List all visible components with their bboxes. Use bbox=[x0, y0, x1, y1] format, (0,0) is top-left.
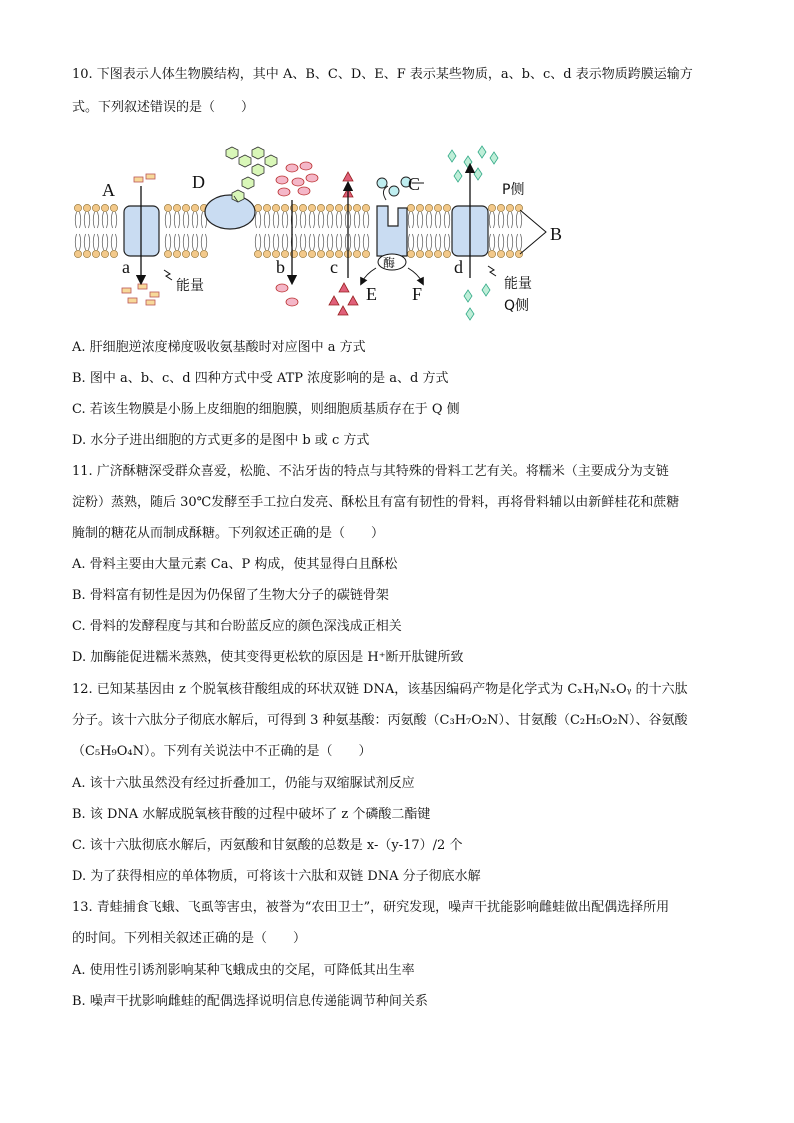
phospholipid-tail bbox=[282, 234, 288, 250]
phospholipid-tail bbox=[336, 212, 342, 228]
phospholipid-head bbox=[101, 250, 108, 257]
phospholipid-tail bbox=[336, 234, 342, 250]
phospholipid-tail bbox=[192, 212, 198, 228]
phospholipid-head bbox=[263, 204, 270, 211]
phospholipid-tail bbox=[363, 234, 369, 250]
phospholipid-head bbox=[434, 204, 441, 211]
label-b: b bbox=[276, 257, 285, 277]
q11-stem-line-3: 腌制的糖花从而制成酥糖。下列叙述正确的是（ ） bbox=[72, 526, 385, 541]
energy-label-a: 能量 bbox=[176, 278, 204, 294]
enzyme-protein bbox=[377, 206, 407, 256]
q10-stem-line-2: 式。下列叙述错误的是（ ） bbox=[72, 100, 255, 115]
q13-stem-line-2: 的时间。下列相关叙述正确的是（ ） bbox=[72, 931, 307, 946]
phospholipid-head bbox=[110, 204, 117, 211]
phospholipid-tail bbox=[309, 212, 315, 228]
energy-label-d: 能量 bbox=[504, 276, 532, 292]
phospholipid-tail bbox=[273, 234, 279, 250]
phospholipid-tail bbox=[111, 212, 117, 228]
q-side-label: Q侧 bbox=[504, 298, 530, 314]
label-d: d bbox=[454, 257, 463, 277]
phospholipid-head bbox=[74, 204, 81, 211]
q12-stem-line-1: 12. 已知某基因由 z 个脱氧核苷酸组成的环状双链 DNA，该基因编码产物是化学式为 CₓHᵧNₓOᵧ 的十六肽 bbox=[72, 682, 688, 697]
phospholipid-head bbox=[92, 204, 99, 211]
q11-stem-line-2: 淀粉）蒸熟，随后 30℃发酵至手工拉白发亮、酥松且有富有韧性的骨料，再将骨料辅以由新鲜桂花和蔗糖 bbox=[72, 495, 680, 510]
phospholipid-tail bbox=[300, 212, 306, 228]
phospholipid-tail bbox=[318, 212, 324, 228]
molecule-C bbox=[377, 177, 411, 196]
phospholipid-tail bbox=[507, 234, 513, 250]
phospholipid-head bbox=[362, 204, 369, 211]
phospholipid-tail bbox=[408, 212, 414, 228]
phospholipid-head bbox=[164, 204, 171, 211]
phospholipid-tail bbox=[201, 234, 207, 250]
phospholipid-head bbox=[173, 204, 180, 211]
label-C: C bbox=[408, 174, 421, 194]
phospholipid-tail bbox=[354, 212, 360, 228]
phospholipid-tail bbox=[363, 212, 369, 228]
phospholipid-head bbox=[92, 250, 99, 257]
label-c: c bbox=[330, 257, 338, 277]
phospholipid-tail bbox=[435, 234, 441, 250]
label-B: B bbox=[550, 224, 563, 244]
phospholipid-tail bbox=[498, 234, 504, 250]
phospholipid-head bbox=[353, 250, 360, 257]
q10-option-d: D. 水分子进出细胞的方式更多的是图中 b 或 c 方式 bbox=[72, 433, 370, 448]
label-a: a bbox=[122, 257, 130, 277]
phospholipid-head bbox=[506, 250, 513, 257]
phospholipid-tail bbox=[327, 234, 333, 250]
p-side-label: P侧 bbox=[502, 182, 525, 198]
phospholipid-head bbox=[110, 250, 117, 257]
phospholipid-head bbox=[497, 204, 504, 211]
phospholipid-head bbox=[497, 250, 504, 257]
phospholipid-head bbox=[182, 204, 189, 211]
phospholipid-head bbox=[506, 204, 513, 211]
phospholipid-head bbox=[254, 250, 261, 257]
phospholipid-head bbox=[353, 204, 360, 211]
q12-option-d: D. 为了获得相应的单体物质，可将该十六肽和双链 DNA 分子彻底水解 bbox=[72, 869, 481, 884]
phospholipid-tail bbox=[93, 212, 99, 228]
phospholipid-head bbox=[281, 204, 288, 211]
phospholipid-tail bbox=[174, 234, 180, 250]
phospholipid-tail bbox=[255, 234, 261, 250]
phospholipid-head bbox=[173, 250, 180, 257]
phospholipid-head bbox=[317, 204, 324, 211]
phospholipid-tail bbox=[489, 234, 495, 250]
phospholipid-tail bbox=[192, 234, 198, 250]
phospholipid-tail bbox=[417, 212, 423, 228]
phospholipid-tail bbox=[111, 234, 117, 250]
phospholipid-tail bbox=[84, 234, 90, 250]
phospholipid-tail bbox=[444, 212, 450, 228]
phospholipid-tail bbox=[300, 234, 306, 250]
phospholipid-tail bbox=[183, 234, 189, 250]
q10-option-b: B. 图中 a、b、c、d 四种方式中受 ATP 浓度影响的是 a、d 方式 bbox=[72, 371, 449, 386]
q12-stem-line-3: （C₅H₉O₄N）。下列有关说法中不正确的是（ ） bbox=[72, 744, 372, 759]
phospholipid-head bbox=[308, 204, 315, 211]
phospholipid-head bbox=[488, 250, 495, 257]
phospholipid-tail bbox=[165, 234, 171, 250]
phospholipid-tail bbox=[444, 234, 450, 250]
phospholipid-head bbox=[443, 204, 450, 211]
phospholipid-head bbox=[416, 250, 423, 257]
q10-option-a: A. 肝细胞逆浓度梯度吸收氨基酸时对应图中 a 方式 bbox=[72, 340, 366, 355]
phospholipid-tail bbox=[75, 234, 81, 250]
q11-option-c: C. 骨料的发酵程度与其和台盼蓝反应的颜色深浅成正相关 bbox=[72, 619, 402, 634]
phospholipid-tail bbox=[498, 212, 504, 228]
q10-option-c: C. 若该生物膜是小肠上皮细胞的细胞膜，则细胞质基质存在于 Q 侧 bbox=[72, 402, 460, 417]
phospholipid-head bbox=[74, 250, 81, 257]
phospholipid-tail bbox=[489, 212, 495, 228]
phospholipid-tail bbox=[408, 234, 414, 250]
phospholipid-head bbox=[515, 250, 522, 257]
phospholipid-tail bbox=[354, 234, 360, 250]
phospholipid-head bbox=[182, 250, 189, 257]
phospholipid-tail bbox=[327, 212, 333, 228]
phospholipid-tail bbox=[75, 212, 81, 228]
phospholipid-head bbox=[299, 204, 306, 211]
phospholipid-tail bbox=[165, 212, 171, 228]
phospholipid-tail bbox=[516, 212, 522, 228]
phospholipid-head bbox=[164, 250, 171, 257]
phospholipid-head bbox=[299, 250, 306, 257]
q11-option-b: B. 骨料富有韧性是因为仍保留了生物大分子的碳链骨架 bbox=[72, 588, 389, 603]
q11-option-d: D. 加酶能促进糯米蒸熟，使其变得更松软的原因是 H⁺断开肽键所致 bbox=[72, 650, 464, 665]
q12-stem-line-2: 分子。该十六肽分子彻底水解后，可得到 3 种氨基酸：丙氨酸（C₃H₇O₂N）、甘氨酸（C₂H₅O₂N）、谷氨酸 bbox=[72, 713, 688, 728]
q13-stem-line-1: 13. 青蛙捕食飞蛾、飞虱等害虫，被誉为“农田卫士”，研究发现，噪声干扰能影响雌蛙做出配偶选择所用 bbox=[72, 900, 670, 915]
phospholipid-tail bbox=[273, 212, 279, 228]
phospholipid-head bbox=[263, 250, 270, 257]
q11-option-a: A. 骨料主要由大量元素 Ca、P 构成，使其显得白且酥松 bbox=[72, 557, 398, 572]
enzyme-label: 酶 bbox=[383, 256, 396, 270]
phospholipid-tail bbox=[84, 212, 90, 228]
phospholipid-head bbox=[200, 250, 207, 257]
phospholipid-head bbox=[83, 204, 90, 211]
molecules-c bbox=[329, 172, 358, 315]
label-E: E bbox=[366, 284, 377, 304]
q11-stem-line-1: 11. 广济酥糖深受群众喜爱，松脆、不沾牙齿的特点与其特殊的骨料工艺有关。将糯米（主要成分为支链 bbox=[72, 464, 669, 479]
phospholipid-tail bbox=[102, 234, 108, 250]
phospholipid-head bbox=[443, 250, 450, 257]
phospholipid-head bbox=[317, 250, 324, 257]
phospholipid-tail bbox=[174, 212, 180, 228]
phospholipid-head bbox=[416, 204, 423, 211]
label-A: A bbox=[102, 180, 115, 200]
phospholipid-tail bbox=[282, 212, 288, 228]
phospholipid-head bbox=[434, 250, 441, 257]
phospholipid-head bbox=[407, 250, 414, 257]
phospholipid-head bbox=[83, 250, 90, 257]
phospholipid-tail bbox=[264, 212, 270, 228]
q10-stem-line-1: 10. 下图表示人体生物膜结构，其中 A、B、C、D、E、F 表示某些物质，a、b、c、d 表示物质跨膜运输方 bbox=[72, 67, 693, 82]
phospholipid-tail bbox=[102, 212, 108, 228]
phospholipid-head bbox=[308, 250, 315, 257]
phospholipid-head bbox=[101, 204, 108, 211]
phospholipid-tail bbox=[435, 212, 441, 228]
membrane-diagram bbox=[72, 138, 572, 328]
phospholipid-tail bbox=[318, 234, 324, 250]
q13-option-b: B. 噪声干扰影响雌蛙的配偶选择说明信息传递能调节种间关系 bbox=[72, 994, 428, 1009]
q12-option-c: C. 该十六肽彻底水解后，丙氨酸和甘氨酸的总数是 x-（y-17）/2 个 bbox=[72, 838, 463, 853]
q12-option-a: A. 该十六肽虽然没有经过折叠加工，仍能与双缩脲试剂反应 bbox=[72, 776, 415, 791]
phospholipid-tail bbox=[183, 212, 189, 228]
q13-option-a: A. 使用性引诱剂影响某种飞蛾成虫的交尾，可降低其出生率 bbox=[72, 963, 415, 978]
phospholipid-tail bbox=[309, 234, 315, 250]
phospholipid-tail bbox=[516, 234, 522, 250]
phospholipid-tail bbox=[255, 212, 261, 228]
q12-option-b: B. 该 DNA 水解成脱氧核苷酸的过程中破坏了 z 个磷酸二酯键 bbox=[72, 807, 431, 822]
glycoprotein-D bbox=[205, 195, 255, 229]
phospholipid-head bbox=[191, 204, 198, 211]
phospholipid-head bbox=[515, 204, 522, 211]
phospholipid-tail bbox=[93, 234, 99, 250]
phospholipid-head bbox=[425, 250, 432, 257]
phospholipid-head bbox=[407, 204, 414, 211]
phospholipid-tail bbox=[417, 234, 423, 250]
phospholipid-tail bbox=[507, 212, 513, 228]
phospholipid-tail bbox=[426, 234, 432, 250]
label-D: D bbox=[192, 172, 205, 192]
phospholipid-head bbox=[272, 204, 279, 211]
molecules-b bbox=[276, 162, 318, 306]
phospholipid-tail bbox=[426, 212, 432, 228]
sugar-chain bbox=[226, 147, 277, 202]
phospholipid-head bbox=[326, 204, 333, 211]
phospholipid-head bbox=[362, 250, 369, 257]
label-F: F bbox=[412, 284, 423, 304]
phospholipid-head bbox=[488, 204, 495, 211]
phospholipid-head bbox=[191, 250, 198, 257]
phospholipid-tail bbox=[264, 234, 270, 250]
phospholipid-head bbox=[335, 204, 342, 211]
phospholipid-head bbox=[425, 204, 432, 211]
